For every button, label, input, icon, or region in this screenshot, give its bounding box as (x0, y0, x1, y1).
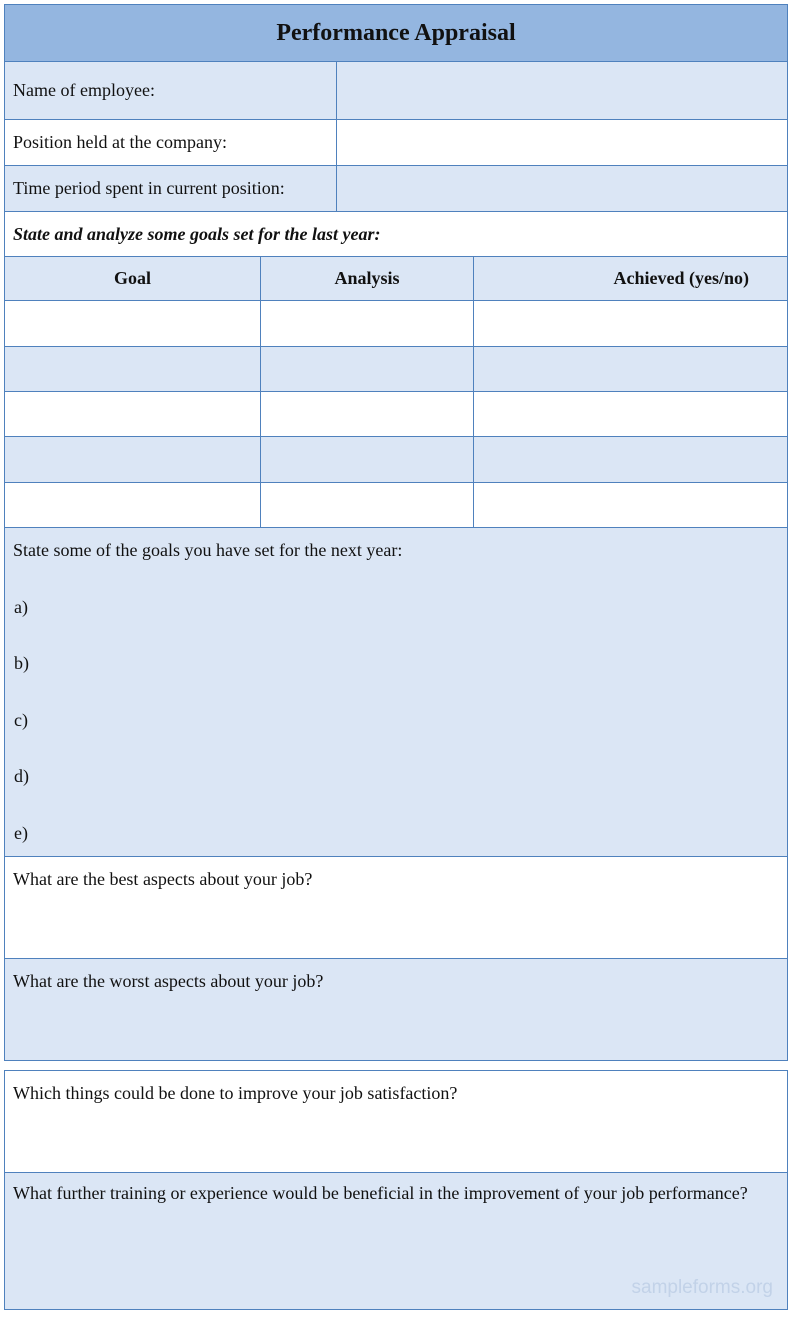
last-year-goals-instruction: State and analyze some goals set for the last year: (4, 211, 788, 257)
goal-cell[interactable] (4, 391, 261, 437)
position-field[interactable] (336, 119, 788, 166)
best-aspects-question: What are the best aspects about your job? (13, 869, 313, 889)
goal-cell[interactable] (4, 346, 261, 392)
goal-item-label: b) (14, 653, 29, 673)
period-label: Time period spent in current position: (4, 165, 337, 212)
next-year-goals-section[interactable] (4, 527, 788, 857)
analysis-cell[interactable] (260, 436, 474, 483)
achieved-cell[interactable] (473, 300, 788, 347)
period-field[interactable] (336, 165, 788, 212)
analysis-cell[interactable] (260, 300, 474, 347)
worst-aspects-question: What are the worst aspects about your job? (13, 971, 324, 991)
goal-item-label: e) (14, 823, 28, 843)
goal-item-label: c) (14, 710, 28, 730)
worst-aspects-field[interactable] (4, 958, 788, 1061)
goal-item-label: a) (14, 597, 28, 617)
form-title: Performance Appraisal (4, 4, 788, 62)
analysis-cell[interactable] (260, 482, 474, 528)
further-training-field[interactable] (4, 1172, 788, 1310)
best-aspects-field[interactable] (4, 856, 788, 959)
analysis-cell[interactable] (260, 391, 474, 437)
name-field[interactable] (336, 61, 788, 120)
job-satisfaction-question: Which things could be done to improve your job satisfaction? (13, 1083, 458, 1103)
name-label: Name of employee: (4, 61, 337, 120)
watermark: sampleforms.org (631, 1277, 773, 1298)
next-year-goals-instruction: State some of the goals you have set for the next year: (13, 540, 403, 560)
column-header-goal: Goal (4, 256, 261, 301)
column-header-achieved: Achieved (yes/no) (473, 256, 788, 301)
position-label: Position held at the company: (4, 119, 337, 166)
analysis-cell[interactable] (260, 346, 474, 392)
goal-cell[interactable] (4, 436, 261, 483)
achieved-cell[interactable] (473, 482, 788, 528)
further-training-question: What further training or experience would be beneficial in the improvement of your job performance? (13, 1183, 748, 1203)
achieved-cell[interactable] (473, 391, 788, 437)
job-satisfaction-field[interactable] (4, 1070, 788, 1173)
achieved-cell[interactable] (473, 346, 788, 392)
goal-cell[interactable] (4, 300, 261, 347)
goal-cell[interactable] (4, 482, 261, 528)
goal-item-label: d) (14, 766, 29, 786)
column-header-analysis: Analysis (260, 256, 474, 301)
achieved-cell[interactable] (473, 436, 788, 483)
